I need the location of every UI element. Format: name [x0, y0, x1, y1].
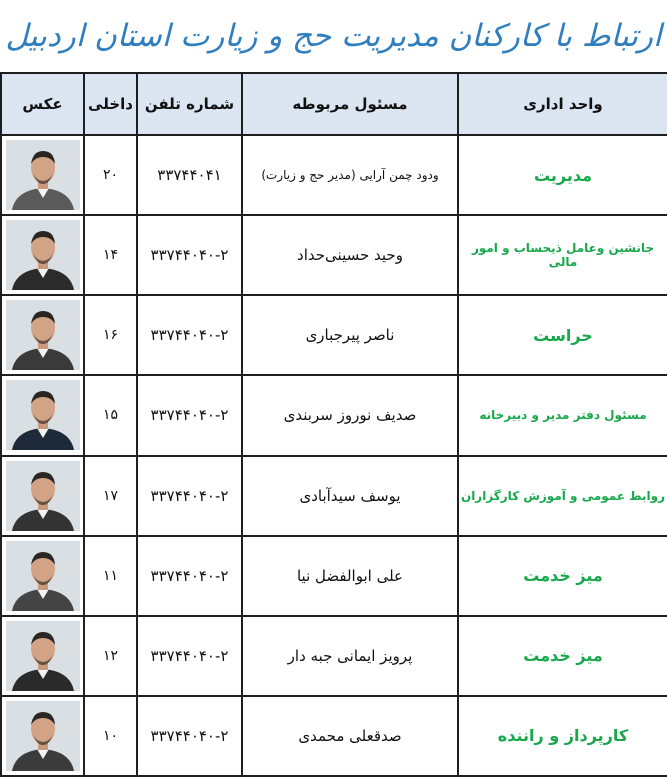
header-unit: واحد اداری [458, 73, 667, 135]
photo-cell [1, 456, 84, 536]
extension-cell: ۱۴ [84, 215, 137, 295]
phone-cell: ۳۳۷۴۴۰۴۰-۲ [137, 536, 242, 616]
unit-cell: حراست [458, 295, 667, 375]
phone-cell: ۳۳۷۴۴۰۴۰-۲ [137, 375, 242, 455]
header-extension: داخلی [84, 73, 137, 135]
photo-cell [1, 536, 84, 616]
table-row [1, 215, 667, 295]
person-photo [6, 300, 80, 370]
header-person: مسئول مربوطه [242, 73, 458, 135]
header-photo: عکس [1, 73, 84, 135]
person-cell: یوسف سیدآبادی [242, 456, 458, 536]
phone-cell: ۳۳۷۴۴۰۴۰-۲ [137, 215, 242, 295]
table-row [1, 375, 667, 455]
person-photo [6, 621, 80, 691]
photo-cell [1, 375, 84, 455]
unit-cell: جانشین وعامل ذیحساب و امور مالی [458, 215, 667, 295]
unit-cell: مسئول دفتر مدیر و دبیرخانه [458, 375, 667, 455]
table-row [1, 696, 667, 776]
photo-cell [1, 215, 84, 295]
photo-cell [1, 295, 84, 375]
table-row [1, 536, 667, 616]
photo-cell [1, 696, 84, 776]
unit-cell: میز خدمت [458, 536, 667, 616]
photo-cell [1, 135, 84, 215]
table-row [1, 456, 667, 536]
person-photo [6, 461, 80, 531]
phone-cell: ۳۳۷۴۴۰۴۰-۲ [137, 696, 242, 776]
phone-cell: ۳۳۷۴۴۰۴۱ [137, 135, 242, 215]
page-title: ارتباط با کارکنان مدیریت حج و زیارت استان اردبیل [5, 18, 662, 54]
header-row [1, 73, 667, 135]
table-row [1, 616, 667, 696]
photo-cell [1, 616, 84, 696]
person-cell: صدیف نوروز سربندی [242, 375, 458, 455]
phone-cell: ۳۳۷۴۴۰۴۰-۲ [137, 616, 242, 696]
person-photo [6, 541, 80, 611]
person-cell: ناصر پیرجباری [242, 295, 458, 375]
unit-cell: کارپرداز و راننده [458, 696, 667, 776]
extension-cell: ۱۱ [84, 536, 137, 616]
extension-cell: ۱۲ [84, 616, 137, 696]
extension-cell: ۱۵ [84, 375, 137, 455]
header-phone: شماره تلفن [137, 73, 242, 135]
extension-cell: ۲۰ [84, 135, 137, 215]
unit-cell: روابط عمومی و آموزش کارگزاران [458, 456, 667, 536]
phone-cell: ۳۳۷۴۴۰۴۰-۲ [137, 456, 242, 536]
extension-cell: ۱۶ [84, 295, 137, 375]
person-photo [6, 140, 80, 210]
person-cell: صدقعلی محمدی [242, 696, 458, 776]
extension-cell: ۱۰ [84, 696, 137, 776]
person-photo [6, 380, 80, 450]
person-cell: علی ابوالفضل نیا [242, 536, 458, 616]
person-photo [6, 701, 80, 771]
person-cell: ودود چمن آرایی (مدیر حج و زیارت) [242, 135, 458, 215]
table-row [1, 295, 667, 375]
person-cell: وحید حسینی‌حداد [242, 215, 458, 295]
contacts-table [0, 72, 667, 777]
extension-cell: ۱۷ [84, 456, 137, 536]
person-photo [6, 220, 80, 290]
person-cell: پرویز ایمانی جبه دار [242, 616, 458, 696]
unit-cell: مدیریت [458, 135, 667, 215]
phone-cell: ۳۳۷۴۴۰۴۰-۲ [137, 295, 242, 375]
table-row [1, 135, 667, 215]
unit-cell: میز خدمت [458, 616, 667, 696]
